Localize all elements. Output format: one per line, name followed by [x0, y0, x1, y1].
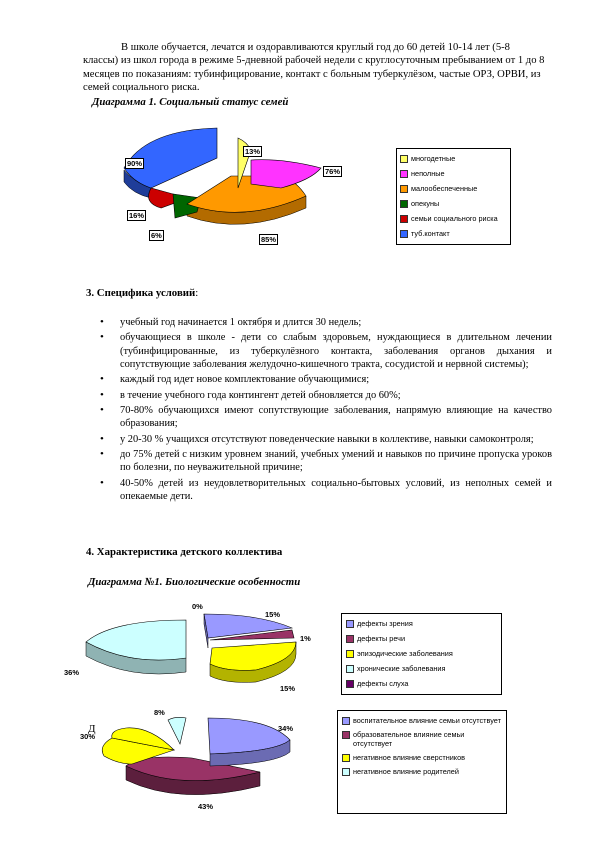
chart1-label-tub-contact: 90% — [127, 159, 143, 168]
chart1-legend-item: семьи социального риска — [400, 214, 507, 223]
legend-swatch — [400, 155, 408, 163]
list-item: • у 20-30 % учащихся отсутствуют поведенческие навыки в коллективе, навыки самоконтроля; — [100, 433, 552, 446]
chart1-legend-item: многодетные — [400, 154, 507, 163]
chart1-label-large-families: 13% — [245, 147, 261, 156]
chart3-legend-item: воспитательное влияние семьи отсутствует — [342, 716, 502, 725]
chart3-label-upbringing: 34% — [278, 724, 294, 733]
chart1-label-social-risk: 16% — [129, 211, 145, 220]
legend-swatch — [346, 635, 354, 643]
chart2-legend-item: дефекты речи — [346, 634, 497, 643]
chart1-legend-item: неполные — [400, 169, 507, 178]
chart3-pie — [80, 706, 320, 816]
list-item: • 40-50% детей из неудовлетворительных социально-бытовых условий, из неполных семей и опекаемые дети. — [100, 477, 552, 503]
chart2-title: Диаграмма №1. Биологические особенности — [88, 576, 301, 588]
legend-swatch — [342, 754, 350, 762]
section4-heading: 4. Характеристика детского коллектива — [86, 546, 283, 558]
legend-swatch — [342, 768, 350, 776]
intro-paragraph: В школе обучается, лечатся и оздоравливаются круглый год до 60 детей 10-14 лет (5-8 классы) из школ города в режиме 5-дневной рабочей недели с круглосуточным пребыванием от 1 до 8 месяцев по показаниям: тубинфицирование, контакт с больным туберкулёзом, частые ОРЗ, ОРВИ, из семей социального риска. — [83, 42, 545, 94]
chart3-legend-item: негативное влияние сверстников — [342, 753, 502, 762]
chart2-legend-item: дефекты зрения — [346, 619, 497, 628]
list-item: • обучающиеся в школе - дети со слабым здоровьем, нуждающиеся в длительном лечении (тубинфицированные, из туберкулёзного контакта, заболевания органов дыхания и сопутствующие заболевания желудочно-кишечного тракта, сосудистой и нервной системы); — [100, 331, 552, 371]
chart2-area — [60, 598, 500, 700]
chart2-legend-item: дефекты слуха — [346, 679, 497, 688]
chart2-legend-item: хронические заболевания — [346, 664, 497, 673]
legend-swatch — [400, 185, 408, 193]
chart3-label-peers: 30% — [80, 732, 96, 741]
chart2-legend-item: эпизодические заболевания — [346, 649, 497, 658]
chart3-slice-parents — [168, 717, 186, 744]
list-item: • до 75% детей с низким уровнем знаний, учебных умений и навыков по причине пропуска уроков по болезни, по неуважительной причине; — [100, 448, 552, 474]
chart1-legend-item: малообеспеченные — [400, 184, 507, 193]
chart2-label-hearing: 0% — [192, 602, 203, 611]
list-item: • в течение учебного года контингент детей обновляется до 60%; — [100, 389, 552, 402]
legend-swatch — [346, 665, 354, 673]
legend-swatch — [400, 170, 408, 178]
chart1-label-low-income: 85% — [261, 235, 277, 244]
stray-letter: Д — [88, 723, 96, 735]
chart2-label-chronic: 36% — [64, 668, 80, 677]
chart3-legend-item: образовательное влияние семьи отсутствует — [342, 730, 502, 748]
chart3-label-education: 43% — [198, 802, 214, 811]
chart1-title: Диаграмма 1. Социальный статус семей — [92, 96, 289, 108]
chart1-slice-incomplete — [251, 160, 321, 188]
legend-swatch — [342, 717, 350, 725]
legend-swatch — [346, 620, 354, 628]
chart3-legend — [337, 710, 507, 814]
legend-swatch — [342, 731, 350, 739]
legend-swatch — [346, 680, 354, 688]
legend-swatch — [400, 200, 408, 208]
list-item: • 70-80% обучающихся имеют сопутствующие заболевания, напрямую влияющие на качество образования; — [100, 404, 552, 430]
chart1-legend-item: туб.контакт — [400, 229, 507, 238]
legend-swatch — [346, 650, 354, 658]
chart1-label-guardians: 6% — [151, 231, 162, 240]
chart2-legend — [341, 613, 502, 695]
chart3-legend-item: негативное влияние родителей — [342, 767, 502, 776]
chart1-legend — [396, 148, 511, 245]
list-item: • каждый год идет новое комплектование обучающимися; — [100, 373, 552, 386]
section3-heading: 3. Специфика условий: — [86, 287, 199, 299]
legend-swatch — [400, 230, 408, 238]
list-item: • учебный год начинается 1 октября и длится 30 недель; — [100, 316, 552, 329]
chart2-label-speech: 1% — [300, 634, 311, 643]
chart1-area — [83, 108, 556, 280]
chart2-label-episodic: 15% — [280, 684, 296, 693]
legend-swatch — [400, 215, 408, 223]
conditions-list — [100, 316, 552, 505]
chart1-legend-item: опекуны — [400, 199, 507, 208]
chart3-label-parents: 8% — [154, 708, 165, 717]
chart1-label-incomplete: 76% — [325, 167, 341, 176]
chart3-area — [80, 706, 510, 816]
chart2-label-vision: 15% — [265, 610, 281, 619]
